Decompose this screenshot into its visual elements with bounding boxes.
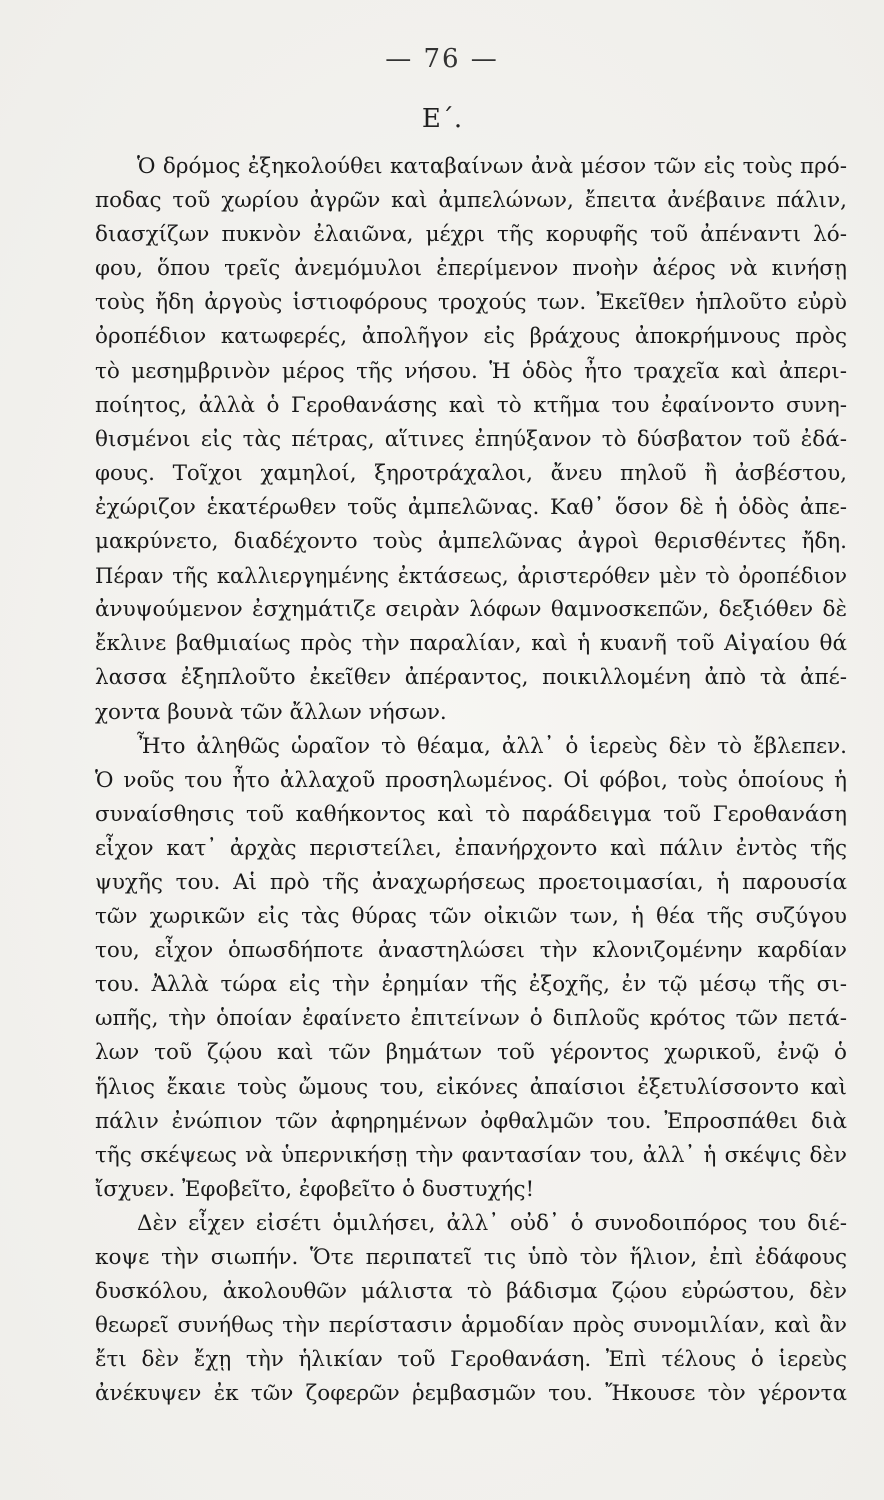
text-line: δυσκόλου, ἀκολουθῶν μάλιστα τὸ βάδισμα ζῴου εὐρώστου, δὲν bbox=[95, 1279, 847, 1305]
body-text bbox=[95, 150, 847, 1411]
text-line: ποίητος, ἀλλὰ ὁ Γεροθανάσης καὶ τὸ κτῆμα του ἐφαίνοντο συνη- bbox=[95, 392, 847, 418]
text-line: τοὺς ἤδη ἀργοὺς ἱστιοφόρους τροχούς των. Ἐκεῖθεν ἡπλοῦτο εὐρὺ bbox=[95, 290, 847, 316]
text-line: ἥλιος ἔκαιε τοὺς ὤμους του, εἰκόνες ἀπαίσιοι ἐξετυλίσσοντο καὶ bbox=[95, 1074, 847, 1100]
text-line: εἶχον κατ᾽ ἀρχὰς περιστείλει, ἐπανήρχοντο καὶ πάλιν ἐντὸς τῆς bbox=[95, 835, 847, 861]
text-line: Ὁ νοῦς του ἦτο ἀλλαχοῦ προσηλωμένος. Οἱ φόβοι, τοὺς ὁποίους ἡ bbox=[95, 767, 847, 793]
text-line: ἀνυψούμενον ἐσχημάτιζε σειρὰν λόφων θαμνοσκεπῶν, δεξιόθεν δὲ bbox=[95, 597, 847, 623]
text-line: θεωρεῖ συνήθως τὴν περίστασιν ἁρμοδίαν πρὸς συνομιλίαν, καὶ ἂν bbox=[95, 1313, 847, 1339]
text-line: ὀροπέδιον κατωφερές, ἀπολῆγον εἰς βράχους ἀποκρήμνους πρὸς bbox=[95, 324, 847, 350]
text-line: Ὁ δρόμος ἐξηκολούθει καταβαίνων ἀνὰ μέσον τῶν εἰς τοὺς πρό- bbox=[137, 154, 847, 179]
text-line: του, εἶχον ὁπωσδήποτε ἀναστηλώσει τὴν κλονιζομένην καρδίαν bbox=[95, 938, 847, 964]
text-line: θισμένοι εἰς τὰς πέτρας, αἵτινες ἐπηύξανον τὸ δύσβατον τοῦ ἐδά- bbox=[95, 426, 847, 452]
text-line: ποδας τοῦ χωρίου ἀγρῶν καὶ ἀμπελώνων, ἔπειτα ἀνέβαινε πάλιν, bbox=[95, 188, 847, 214]
text-line: μακρύνετο, διαδέχοντο τοὺς ἀμπελῶνας ἀγροὶ θερισθέντες ἤδη. bbox=[95, 529, 847, 555]
text-line: ἀνέκυψεν ἐκ τῶν ζοφερῶν ῥεμβασμῶν του. Ἤκουσε τὸν γέροντα bbox=[95, 1381, 847, 1407]
text-line: λασσα ἐξηπλοῦτο ἐκεῖθεν ἀπέραντος, ποικιλλομένη ἀπὸ τὰ ἀπέ- bbox=[95, 665, 847, 691]
text-line: διασχίζων πυκνὸν ἐλαιῶνα, μέχρι τῆς κορυφῆς τοῦ ἀπέναντι λό- bbox=[95, 222, 847, 248]
text-line: ἔκλινε βαθμιαίως πρὸς τὴν παραλίαν, καὶ ἡ κυανῆ τοῦ Αἰγαίου θά bbox=[95, 631, 847, 657]
chapter-heading: Ε΄. bbox=[421, 104, 463, 134]
text-line: του. Ἀλλὰ τώρα εἰς τὴν ἐρημίαν τῆς ἐξοχῆς, ἐν τῷ μέσῳ τῆς σι- bbox=[95, 972, 847, 998]
text-line: τῆς σκέψεως νὰ ὑπερνικήσῃ τὴν φαντασίαν του, ἀλλ᾽ ἡ σκέψις δὲν bbox=[95, 1142, 847, 1168]
text-line: χοντα βουνὰ τῶν ἄλλων νήσων. bbox=[95, 699, 447, 725]
text-line: φου, ὅπου τρεῖς ἀνεμόμυλοι ἐπερίμενον πνοὴν ἀέρος νὰ κινήσῃ bbox=[95, 256, 847, 282]
text-line: λων τοῦ ζῴου καὶ τῶν βημάτων τοῦ γέροντος χωρικοῦ, ἐνῷ ὁ bbox=[95, 1040, 847, 1066]
text-line: Δὲν εἶχεν εἰσέτι ὁμιλήσει, ἀλλ᾽ οὐδ᾽ ὁ συνοδοιπόρος του διέ- bbox=[137, 1210, 847, 1236]
text-line: πάλιν ἐνώπιον τῶν ἀφηρημένων ὀφθαλμῶν του. Ἐπροσπάθει διὰ bbox=[95, 1108, 847, 1134]
text-line: τῶν χωρικῶν εἰς τὰς θύρας τῶν οἰκιῶν των, ἡ θέα τῆς συζύγου bbox=[95, 904, 847, 930]
text-line: Πέραν τῆς καλλιεργημένης ἐκτάσεως, ἀριστερόθεν μὲν τὸ ὀροπέδιον bbox=[95, 564, 847, 589]
text-line: φους. Τοῖχοι χαμηλοί, ξηροτράχαλοι, ἄνευ πηλοῦ ἢ ἀσβέστου, bbox=[95, 460, 847, 486]
text-line: ψυχῆς του. Αἱ πρὸ τῆς ἀναχωρήσεως προετοιμασίαι, ἡ παρουσία bbox=[95, 869, 847, 895]
text-line: ἔτι δὲν ἔχῃ τὴν ἡλικίαν τοῦ Γεροθανάση. Ἐπὶ τέλους ὁ ἱερεὺς bbox=[95, 1347, 847, 1373]
text-line: ἴσχυεν. Ἐφοβεῖτο, ἐφοβεῖτο ὁ δυστυχής! bbox=[95, 1176, 535, 1202]
page-number: — 76 — bbox=[385, 44, 499, 74]
text-line: κοψε τὴν σιωπήν. Ὅτε περιπατεῖ τις ὑπὸ τὸν ἥλιον, ἐπὶ ἐδάφους bbox=[95, 1245, 847, 1270]
text-line: συναίσθησις τοῦ καθήκοντος καὶ τὸ παράδειγμα τοῦ Γεροθανάση bbox=[95, 801, 847, 827]
text-line: τὸ μεσημβρινὸν μέρος τῆς νήσου. Ἡ ὁδὸς ἦτο τραχεῖα καὶ ἀπερι- bbox=[95, 358, 847, 384]
text-line: ωπῆς, τὴν ὁποίαν ἐφαίνετο ἐπιτείνων ὁ διπλοῦς κρότος τῶν πετά- bbox=[95, 1006, 847, 1032]
text-line: ἐχώριζον ἑκατέρωθεν τοῦς ἀμπελῶνας. Καθ᾽ ὅσον δὲ ἡ ὁδὸς ἀπε- bbox=[95, 494, 847, 520]
text-line: Ἦτο ἀληθῶς ὡραῖον τὸ θέαμα, ἀλλ᾽ ὁ ἱερεὺς δὲν τὸ ἔβλεπεν. bbox=[137, 733, 847, 759]
